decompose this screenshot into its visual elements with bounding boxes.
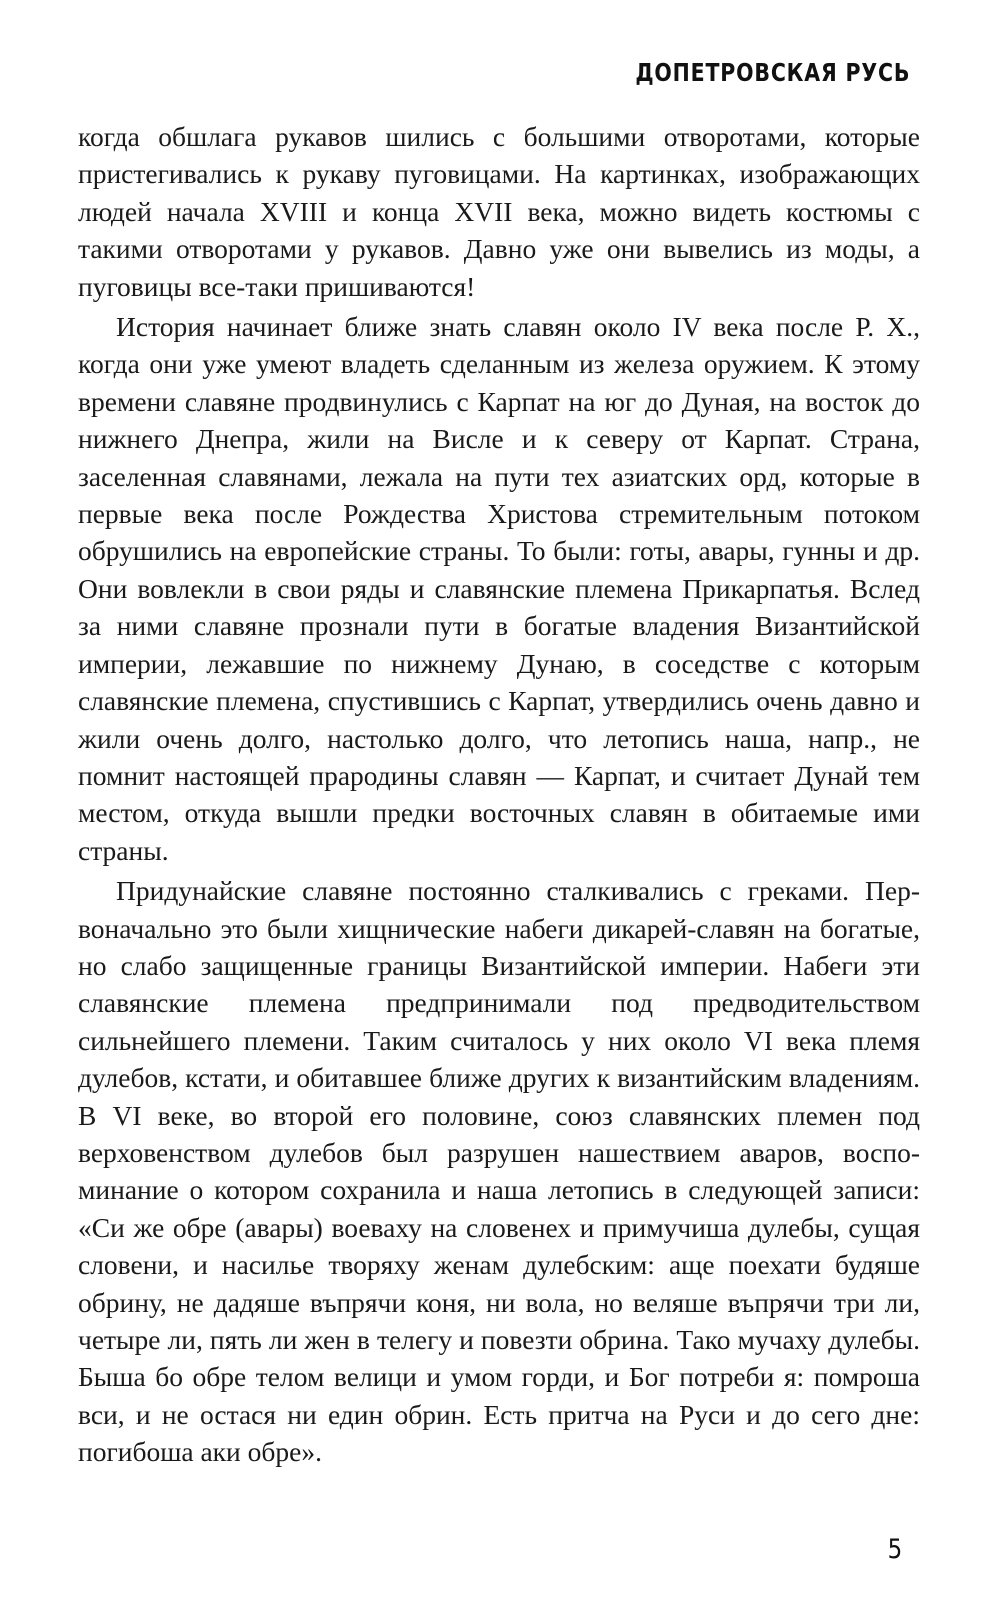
running-head-title: ДОПЕТРОВСКАЯ РУСЬ xyxy=(635,58,910,87)
paragraph-2: История начинает ближе знать славян около IV века после Р. Х., когда они уже умеют владеть сделанным из железа оружием. К этому времени славяне продвинулись с Карпат на юг до Дуная, на восток до нижнего Днепра, жили на Висле и к северу от Карпат. Страна, заселенная славянами, лежала на пути тех азиатских орд, которые в первые века после Рождества Христова стремительным потоком обрушились на европейские страны. То были: готы, авары, гунны и др. Они вовлекли в свои ряды и славянские племена Прикарпатья. Вслед за ними славяне прознали пути в богатые владения Византийской империи, лежавшие по нижнему Дунаю, в соседстве с которым славянские племена, спустившись с Карпат, утвердились очень давно и жили очень долго, настолько долго, что летопись наша, напр., не помнит настоящей прародины славян — Карпат, и считает Дунай тем местом, откуда вышли предки восточных славян в обитаемые ими страны. xyxy=(78,311,920,866)
paragraph-3: Придунайские славяне постоянно сталкивались с греками. Первоначально это были хищнические набеги дикарей-славян на богатые, но слабо защищенные границы Византийской империи. Набеги эти славянские племена предпринимали под предводительством сильнейшего племени. Таким считалось у них около VI века племя дулебов, кстати, и обитавшее ближе других к византийским владениям. В VI веке, во второй его половине, союз славянских племен под верховенством дулебов был разрушен нашествием аваров, воспоминание о котором сохранила и наша летопись в следующей записи: «Си же обре (авары) воеваху на словенех и примучиша дулебы, сущая словени, и насилье творяху женам дулебским: аще поехати будяше обрину, не дадяше въпрячи коня, ни вола, но веляше въпрячи три ли, четыре ли, пять ли жен в телегу и повезти обрина. Тако мучаху дулебы. Быша бо обре телом велици и умом горди, и Бог потреби я: помроша вси, и не остася ни един обрин. Есть притча на Руси и до сего дне: погибоша аки обре». xyxy=(78,875,920,1468)
paragraph-1: когда обшлага рукавов шились с большими отворотами, которые пристегивались к рукаву пуговицами. На картинках, изображающих людей начала XVIII и конца XVII века, можно видеть костюмы с такими отворотами у рукавов. Давно уже они вывелись из моды, а пуговицы все-таки пришиваются! xyxy=(78,121,920,302)
page-number: 5 xyxy=(887,1534,902,1565)
main-text xyxy=(78,118,920,1471)
